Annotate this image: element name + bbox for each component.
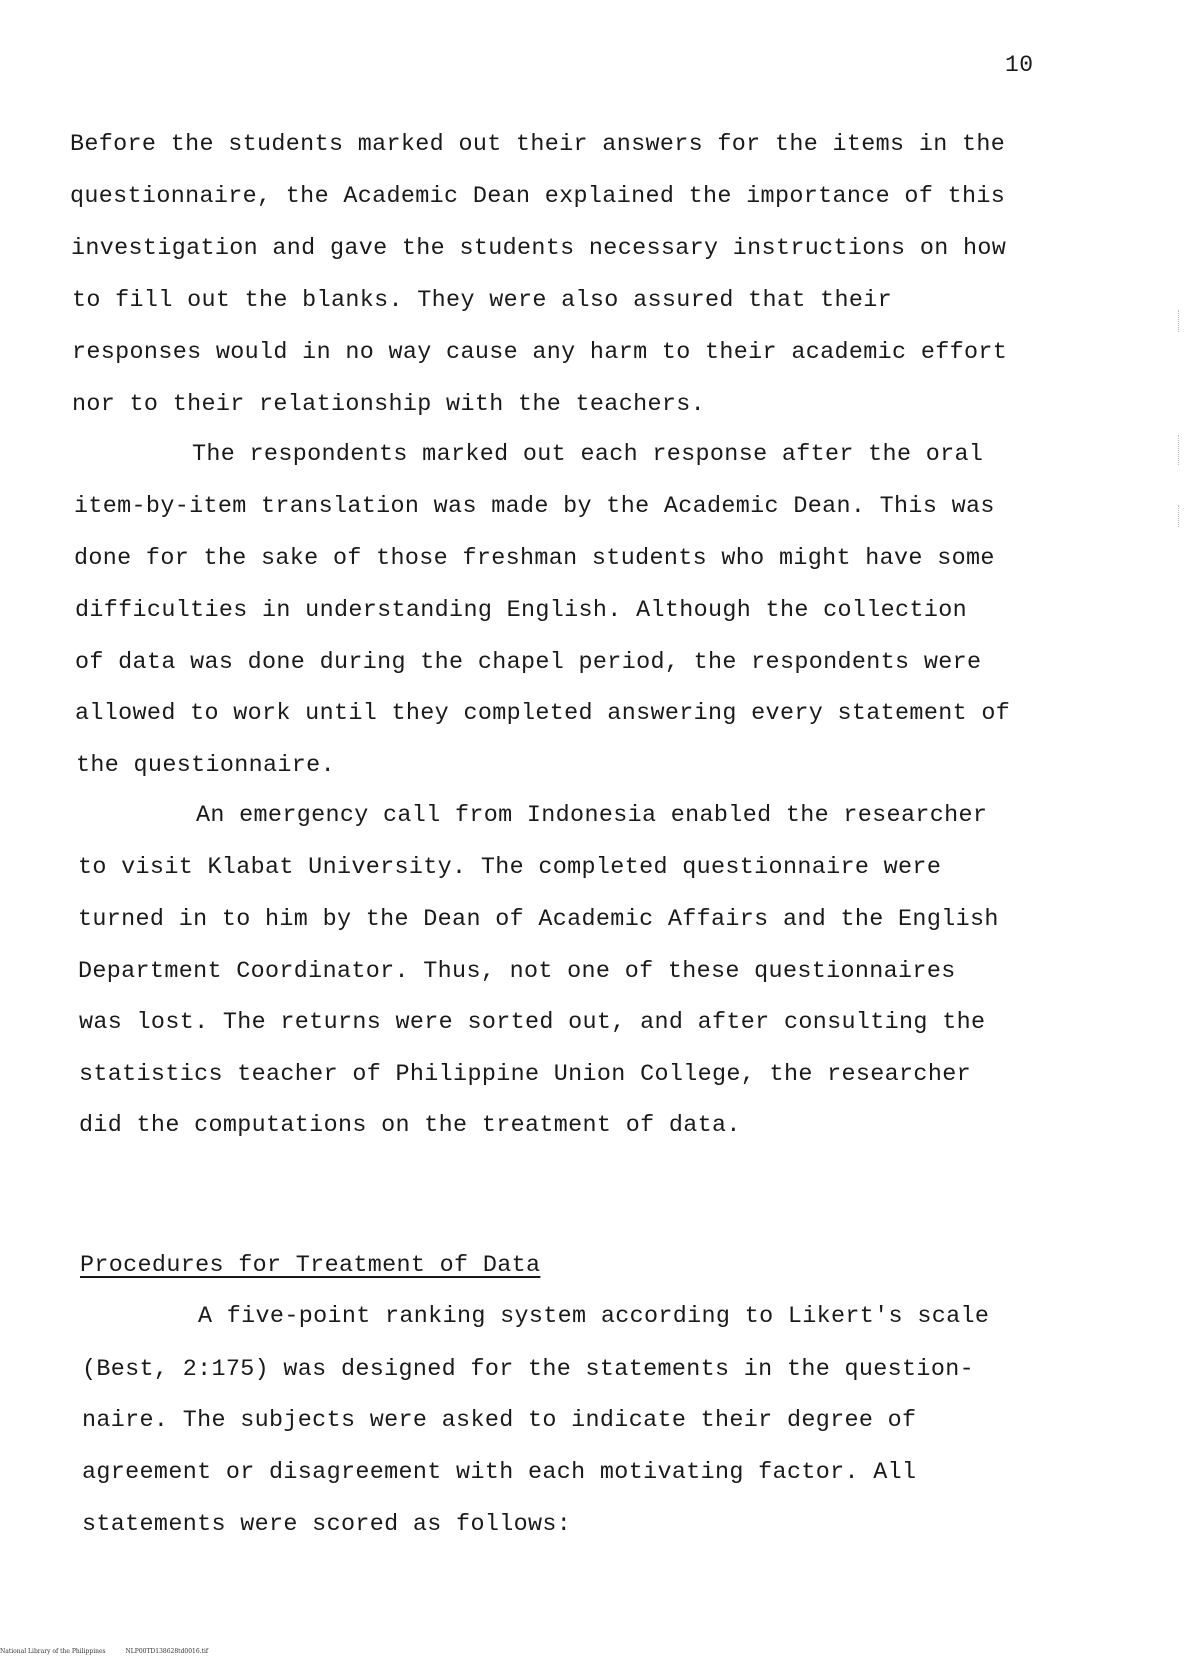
footer-library: National Library of the Philippines: [0, 1648, 106, 1655]
section-heading: Procedures for Treatment of Data: [80, 1253, 541, 1279]
text-line: (Best, 2:175) was designed for the statements in the question-: [82, 1357, 974, 1383]
text-line: did the computations on the treatment of data.: [79, 1113, 741, 1139]
text-line: was lost. The returns were sorted out, and after consulting the: [79, 1010, 986, 1036]
text-line: done for the sake of those freshman students who might have some: [74, 546, 995, 572]
text-line: to fill out the blanks. They were also assured that their: [72, 288, 893, 314]
text-line: questionnaire, the Academic Dean explained the importance of this: [70, 184, 1006, 210]
text-line: An emergency call from Indonesia enabled the researcher: [196, 803, 988, 829]
scan-artifact: [1178, 435, 1181, 465]
text-line: statistics teacher of Philippine Union College, the researcher: [79, 1062, 971, 1088]
text-line: turned in to him by the Dean of Academic Affairs and the English: [78, 907, 999, 933]
text-line: difficulties in understanding English. Although the collection: [75, 598, 967, 624]
text-line: the questionnaire.: [76, 753, 335, 779]
text-line: responses would in no way cause any harm to their academic effort: [72, 340, 1008, 366]
page-number: 10: [1005, 52, 1034, 78]
text-line: Before the students marked out their answers for the items in the: [70, 132, 1006, 158]
text-line: The respondents marked out each response after the oral: [192, 442, 984, 468]
text-line: item-by-item translation was made by the Academic Dean. This was: [74, 494, 995, 520]
text-line: nor to their relationship with the teachers.: [72, 392, 706, 418]
text-line: statements were scored as follows:: [82, 1512, 572, 1538]
text-line: allowed to work until they completed answering every statement of: [75, 701, 1011, 727]
text-line: of data was done during the chapel period, the respondents were: [75, 650, 982, 676]
scan-artifact: [1178, 505, 1181, 527]
scan-footer: [0, 1648, 226, 1655]
text-line: A five-point ranking system according to Likert's scale: [198, 1304, 990, 1330]
text-line: agreement or disagreement with each motivating factor. All: [82, 1460, 917, 1486]
text-line: naire. The subjects were asked to indicate their degree of: [82, 1408, 917, 1434]
text-line: Department Coordinator. Thus, not one of these questionnaires: [78, 959, 956, 985]
scan-artifact: [1178, 310, 1181, 332]
text-line: to visit Klabat University. The completed questionnaire were: [78, 855, 942, 881]
text-line: investigation and gave the students necessary instructions on how: [71, 236, 1007, 262]
footer-file-id: NLP00TD138628td0016.tif: [125, 1648, 209, 1655]
